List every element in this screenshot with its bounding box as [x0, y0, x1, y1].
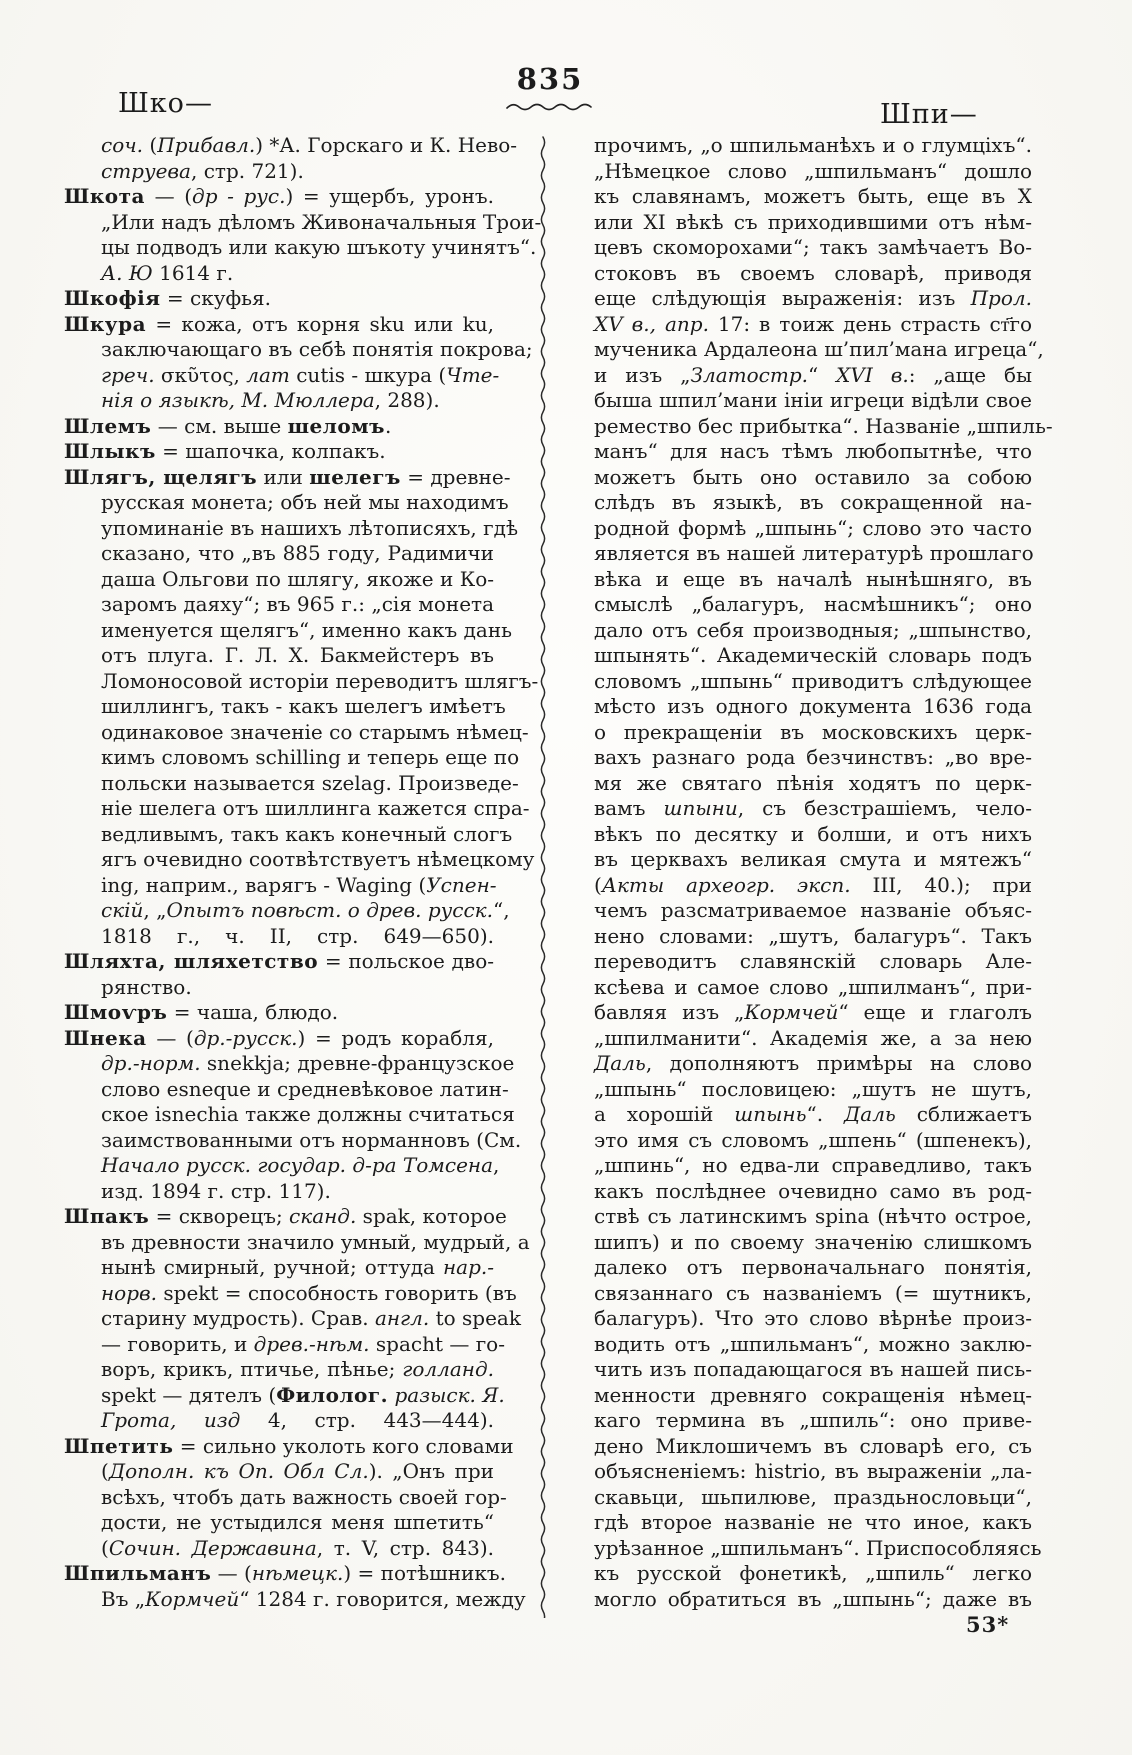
headword: шелегъ — [309, 464, 401, 489]
text-line: русская монета; объ ней мы находимъ — [101, 490, 509, 514]
cited-source: Даль — [594, 1051, 646, 1075]
text-line: „шпинь“, но едва-ли справедливо, такъ — [594, 1153, 1032, 1177]
headword: Шлягъ, щелягъ — [64, 464, 258, 489]
cited-source: норв. — [101, 1280, 158, 1305]
text-line: заключающаго въ себѣ понятія покрова; — [101, 337, 533, 361]
text-line: гдѣ второе названіе не что иное, какъ — [594, 1510, 1032, 1534]
text-line: о прекращеніи въ московскихъ церк- — [594, 719, 1032, 744]
text-line: Шнека — (др.-русск.) = родъ корабля, — [64, 1025, 494, 1050]
cited-source: шпыни — [663, 796, 738, 820]
text-line: др.-норм. snekkja; древне-французское — [101, 1051, 515, 1075]
text-line: вѣкъ по десятку и болши, и отъ нихъ — [594, 821, 1032, 846]
headword: Шлыкъ — [64, 439, 156, 463]
text-line: ксѣева и самое слово „шпилманъ“, при- — [594, 974, 1032, 999]
text-line: сказано, что „въ 885 году, Радимичи — [101, 541, 494, 565]
text-line: ское isnechia также должны считаться — [101, 1102, 515, 1126]
text-line: а хорошій шпынь“. Даль сближаетъ — [594, 1102, 1032, 1126]
text-line: могло обратиться въ „шпынь“; даже въ — [594, 1586, 1032, 1611]
text-line: нынѣ смирный, ручной; оттуда нар.- — [101, 1255, 494, 1279]
text-line: Даль, дополняютъ примѣры на слово — [594, 1051, 1032, 1075]
text-line: отъ плуга. Г. Л. Х. Бакмейстеръ въ — [101, 643, 494, 667]
headword: Шкофія — [64, 286, 161, 310]
text-line: урѣзанное „шпильманъ“. Приспособляясь — [594, 1535, 1042, 1560]
text-line: вахъ разнаго рода безчинствъ: „во вре- — [594, 745, 1032, 769]
text-line: далеко отъ первоначальнаго понятія, — [594, 1255, 1032, 1279]
text-line: еще слѣдующія выраженія: изъ Прол. — [594, 286, 1032, 310]
headword: Шпильманъ — [64, 1561, 212, 1585]
cited-source: Опытъ повѣст. о древ. русск. — [166, 898, 493, 922]
text-line: ніе шелега отъ шиллинга кажется спра- — [101, 796, 530, 820]
cited-source: XVI в. — [836, 362, 909, 387]
text-line: скавьци, шьпилюве, праздьнословьци“, — [594, 1484, 1032, 1509]
text-line: даша Ольгови по шлягу, якоже и Ко- — [101, 566, 494, 591]
column-right — [594, 133, 1053, 1612]
text-line: вамъ шпыни, съ безстрашіемъ, чело- — [594, 796, 1032, 820]
cited-source: Прибавл. — [157, 133, 256, 157]
cited-source: Кормчей — [744, 1000, 839, 1024]
text-line: (Акты археогр. эксп. III, 40.); при — [594, 872, 1032, 897]
text-line: XV в., апр. 17: в тоиж день страсть ст҃го — [594, 311, 1032, 336]
text-line: каго термина въ „шпиль“: оно приве- — [594, 1408, 1032, 1432]
text-line: Въ „Кормчей“ 1284 г. говорится, между — [101, 1586, 526, 1611]
text-line: шиллингъ, такъ - какъ шелегъ имѣетъ — [101, 694, 506, 718]
text-line: Шкофія = скуфья. — [64, 286, 272, 310]
text-line: норв. spekt = способность говорить (въ — [101, 1280, 517, 1305]
text-line: чемъ разсматриваемое названіе объяс- — [594, 898, 1032, 922]
text-line: греч. σκῦτος, лат cutis - шкура (Чте- — [101, 362, 500, 387]
cited-source: Прол. — [970, 286, 1032, 310]
text-line: Шкура = кожа, отъ корня sku или ku, — [64, 311, 494, 336]
text-line: въ древности значило умный, мудрый, а — [101, 1229, 530, 1254]
text-line: Шлемъ — см. выше шеломъ. — [64, 413, 392, 438]
cited-source: Начало русск. государ. д-ра Томсена — [101, 1153, 494, 1177]
headword: Шмоѵръ — [64, 1000, 168, 1024]
text-line: смыслѣ „балагуръ, насмѣшникъ“; оно — [594, 592, 1032, 616]
text-line: заимствованными отъ норманновъ (См. — [101, 1127, 522, 1152]
cited-source: Златостр. — [690, 362, 808, 387]
text-line: слово esneque и средневѣковое латин- — [101, 1076, 509, 1101]
cited-source: др - рус. — [192, 184, 286, 208]
text-line: дости, не устыдился меня шпетить“ — [101, 1510, 494, 1534]
text-line: бавляя изъ „Кормчей“ еще и глаголъ — [594, 1000, 1033, 1024]
text-line: объясненіемъ: histrio, въ выраженіи „ла- — [594, 1459, 1032, 1483]
text-line: мя же святаго пѣнія ходятъ по церк- — [594, 770, 1032, 795]
text-line: Грота, изд 4, стр. 443—444). — [101, 1408, 494, 1432]
text-line: заромъ даяху“; въ 965 г.: „сія монета — [101, 592, 495, 616]
text-line: польски называется szelag. Произведе- — [101, 770, 519, 795]
text-line: именуется щелягъ“, именно какъ дань — [101, 617, 513, 642]
text-line: менности древняго сокращенія нѣмец- — [594, 1382, 1032, 1407]
cited-source: Грота, изд — [101, 1408, 241, 1432]
text-line: Ломоносовой исторіи переводитъ шлягъ- — [101, 668, 539, 693]
text-line: переводитъ славянскій словарь Але- — [594, 949, 1032, 973]
text-line: Шкота — (др - рус.) = ущербъ, уронъ. — [64, 184, 494, 208]
running-head-left: Шко— — [118, 88, 213, 119]
headword: Шнека — [64, 1025, 147, 1050]
text-line: является въ нашей литературѣ прошлаго — [594, 541, 1034, 565]
text-line: Шпетить = сильно уколоть кого словами — [64, 1433, 514, 1458]
cited-source: др.-норм. — [101, 1051, 201, 1075]
text-line: мученика Ардалеона ш’пил’мана игреца“, — [594, 337, 1044, 361]
text-line: одинаковое значеніе со старымъ нѣмец- — [101, 719, 529, 744]
text-line: чить изъ попадающагося въ нашей пись- — [594, 1357, 1032, 1381]
cited-source: Кормчей — [145, 1586, 240, 1611]
cited-source: скій — [101, 898, 144, 922]
cited-source: нѣмецк. — [251, 1561, 344, 1585]
text-line: слѣдъ въ языкѣ, въ сокращенной на- — [594, 490, 1032, 514]
text-line: къ русской фонетикѣ, „шпиль“ легко — [594, 1561, 1032, 1585]
text-line: какъ послѣднее очевидно само въ род- — [594, 1178, 1032, 1203]
cited-source: соч. — [101, 133, 144, 157]
cited-source: голланд. — [402, 1357, 494, 1381]
text-line: скій, „Опытъ повѣст. о древ. русск.“, — [101, 898, 510, 922]
text-line: „шпилманити“. Академія же, а за нею — [594, 1025, 1032, 1050]
cited-source: др.-русск. — [193, 1025, 298, 1050]
text-line: стоковъ въ своемъ словарѣ, приводя — [594, 260, 1032, 285]
text-line: это имя съ словомъ „шпень“ (шпенекъ), — [594, 1127, 1032, 1152]
cited-source: Чте- — [446, 362, 500, 387]
headword: Шляхта, шляхетство — [64, 949, 319, 973]
text-line: рянство. — [101, 974, 192, 999]
cited-source: шпынь — [734, 1102, 807, 1126]
cited-source: XV в., апр. — [594, 311, 709, 336]
text-line: „шпынь“ пословицею: „шутъ не шутъ, — [594, 1076, 1032, 1101]
cited-source: разыск. Я. — [394, 1382, 505, 1407]
cited-source: Акты археогр. эксп. — [601, 872, 851, 897]
text-line: воръ, крикъ, птичье, пѣнье; голланд. — [101, 1357, 494, 1381]
page-number-underline — [506, 103, 596, 113]
text-line: и изъ „Златостр.“ XVI в.: „аще бы — [594, 362, 1032, 387]
text-line: (Сочин. Державина, т. V, стр. 843). — [101, 1535, 494, 1560]
text-line: или XI вѣкѣ съ приходившими отъ нѣм- — [594, 209, 1032, 234]
text-line: дало отъ себя производныя; „шпынство, — [594, 617, 1032, 642]
text-line: Начало русск. государ. д-ра Томсена, — [101, 1153, 500, 1177]
text-line: прочимъ, „о шпильманѣхъ и о глумціхъ“. — [594, 133, 1032, 157]
text-line: А. Ю 1614 г. — [101, 260, 234, 285]
text-line: ведливымъ, такъ какъ конечный слогъ — [101, 821, 513, 846]
cited-source: Дополн. къ Оп. Обл Сл. — [108, 1459, 369, 1483]
text-line: цевъ скоморохами“; такъ замѣчаетъ Во- — [594, 235, 1032, 259]
text-line: словомъ „шпынь“ приводитъ слѣдующее — [594, 668, 1032, 693]
cited-source: А. Ю — [101, 260, 153, 285]
headword: Шпакъ — [64, 1204, 150, 1228]
text-line: „Или надъ дѣломъ Живоначальныя Трои- — [101, 209, 542, 234]
text-line: въ церквахъ великая смута и мятежъ“ — [594, 847, 1032, 871]
text-line: всѣхъ, чтобъ дать важность своей гор- — [101, 1484, 507, 1509]
text-line: водить отъ „шпильманъ“, можно заклю- — [594, 1331, 1032, 1356]
text-line: быша шпил’мани ініи игреци відѣли свое — [594, 388, 1032, 412]
cited-source: древ.-нѣм. — [253, 1331, 370, 1356]
text-line: можетъ быть оно оставило за собою — [594, 464, 1032, 489]
text-line: старину мудрость). Срав. англ. to speak — [101, 1306, 521, 1330]
text-line: spekt — дятелъ (Филолог. разыск. Я. — [101, 1382, 505, 1407]
text-line: мѣсто изъ одного документа 1636 года — [594, 694, 1032, 718]
text-line: ствѣ съ латинскимъ spina (нѣчто острое, — [594, 1204, 1032, 1228]
cited-source: англ. — [374, 1306, 430, 1330]
headword: Шпетить — [64, 1433, 174, 1458]
text-line: нено словами: „шутъ, балагуръ“. Такъ — [594, 923, 1032, 948]
cited-source: струева — [101, 158, 191, 183]
text-line: Шмоѵръ = чаша, блюдо. — [64, 1000, 339, 1024]
text-line: Шлягъ, щелягъ или шелегъ = древне- — [64, 464, 511, 489]
headword: Шкура — [64, 311, 147, 336]
headword: шеломъ — [287, 413, 385, 438]
text-line: вѣка и еще въ началѣ нынѣшняго, въ — [594, 566, 1032, 591]
running-head-right: Шпи— — [880, 99, 978, 130]
text-line: Шпакъ = скворецъ; сканд. spak, которое — [64, 1204, 507, 1228]
text-line: (Дополн. къ Оп. Обл Сл.). „Онъ при — [101, 1459, 494, 1483]
text-line: „Нѣмецкое слово „шпильманъ“ дошло — [594, 158, 1032, 183]
headword: Шлемъ — [64, 413, 152, 438]
text-line: Шлыкъ = шапочка, колпакъ. — [64, 439, 386, 463]
text-line: Шпильманъ — (нѣмецк.) = потѣшникъ. — [64, 1561, 506, 1585]
cited-source: греч. — [101, 362, 155, 387]
text-line: Шляхта, шляхетство = польское дво- — [64, 949, 494, 973]
cited-source: Успен- — [426, 872, 497, 897]
column-divider-rule — [538, 136, 548, 1618]
text-line: кимъ словомъ schilling и теперь еще по — [101, 745, 520, 769]
text-line: изд. 1894 г. стр. 117). — [101, 1178, 331, 1203]
cited-source: Сочин. Державина — [108, 1535, 317, 1560]
text-line: — говорить, и древ.-нѣм. spacht — го- — [101, 1331, 505, 1356]
text-line: струева, стр. 721). — [101, 158, 304, 183]
cited-source: нар.- — [442, 1255, 494, 1279]
text-line: манъ“ для насъ тѣмъ любопытнѣе, что — [594, 439, 1032, 463]
cited-source: нія о языкѣ, М. Мюллера — [101, 388, 375, 412]
text-line: связаннаго съ названіемъ (= шутникъ, — [594, 1280, 1032, 1305]
text-line: родной формѣ „шпынь“; слово это часто — [594, 515, 1032, 540]
text-line: цы подводъ или какую шъкоту учинятъ“. — [101, 235, 537, 259]
headword: Шкота — [64, 184, 145, 208]
text-line: ягъ очевидно соотвѣтствуетъ нѣмецкому — [101, 847, 535, 871]
text-line: дено Миклошичемъ въ словарѣ его, съ — [594, 1433, 1032, 1458]
text-line: шпынять“. Академическій словарь подъ — [594, 643, 1032, 667]
signature-mark: 53* — [966, 1612, 1010, 1637]
text-line: ing, наприм., варягъ - Waging (Успен- — [101, 872, 497, 897]
text-line: къ славянамъ, можетъ быть, еще въ X — [594, 184, 1032, 208]
text-line: 1818 г., ч. II, стр. 649—650). — [101, 923, 494, 948]
text-line: соч. (Прибавл.) *А. Горскаго и К. Нево- — [101, 133, 518, 157]
column-left — [64, 133, 542, 1612]
cited-source: Даль — [844, 1102, 896, 1126]
text-line: нія о языкѣ, М. Мюллера, 288). — [101, 388, 440, 412]
headword: Филолог. — [276, 1382, 389, 1407]
cited-source: сканд. — [289, 1204, 357, 1228]
cited-source: лат — [246, 362, 290, 387]
text-line: шипъ) и по своему значенію слишкомъ — [594, 1229, 1032, 1254]
text-line: ремество бес прибытка“. Названіе „шпиль- — [594, 413, 1053, 438]
page-number: 835 — [516, 62, 584, 96]
text-line: балагуръ). Что это слово вѣрнѣе произ- — [594, 1306, 1032, 1330]
text-line: упоминаніе въ нашихъ лѣтописяхъ, гдѣ — [101, 515, 519, 540]
